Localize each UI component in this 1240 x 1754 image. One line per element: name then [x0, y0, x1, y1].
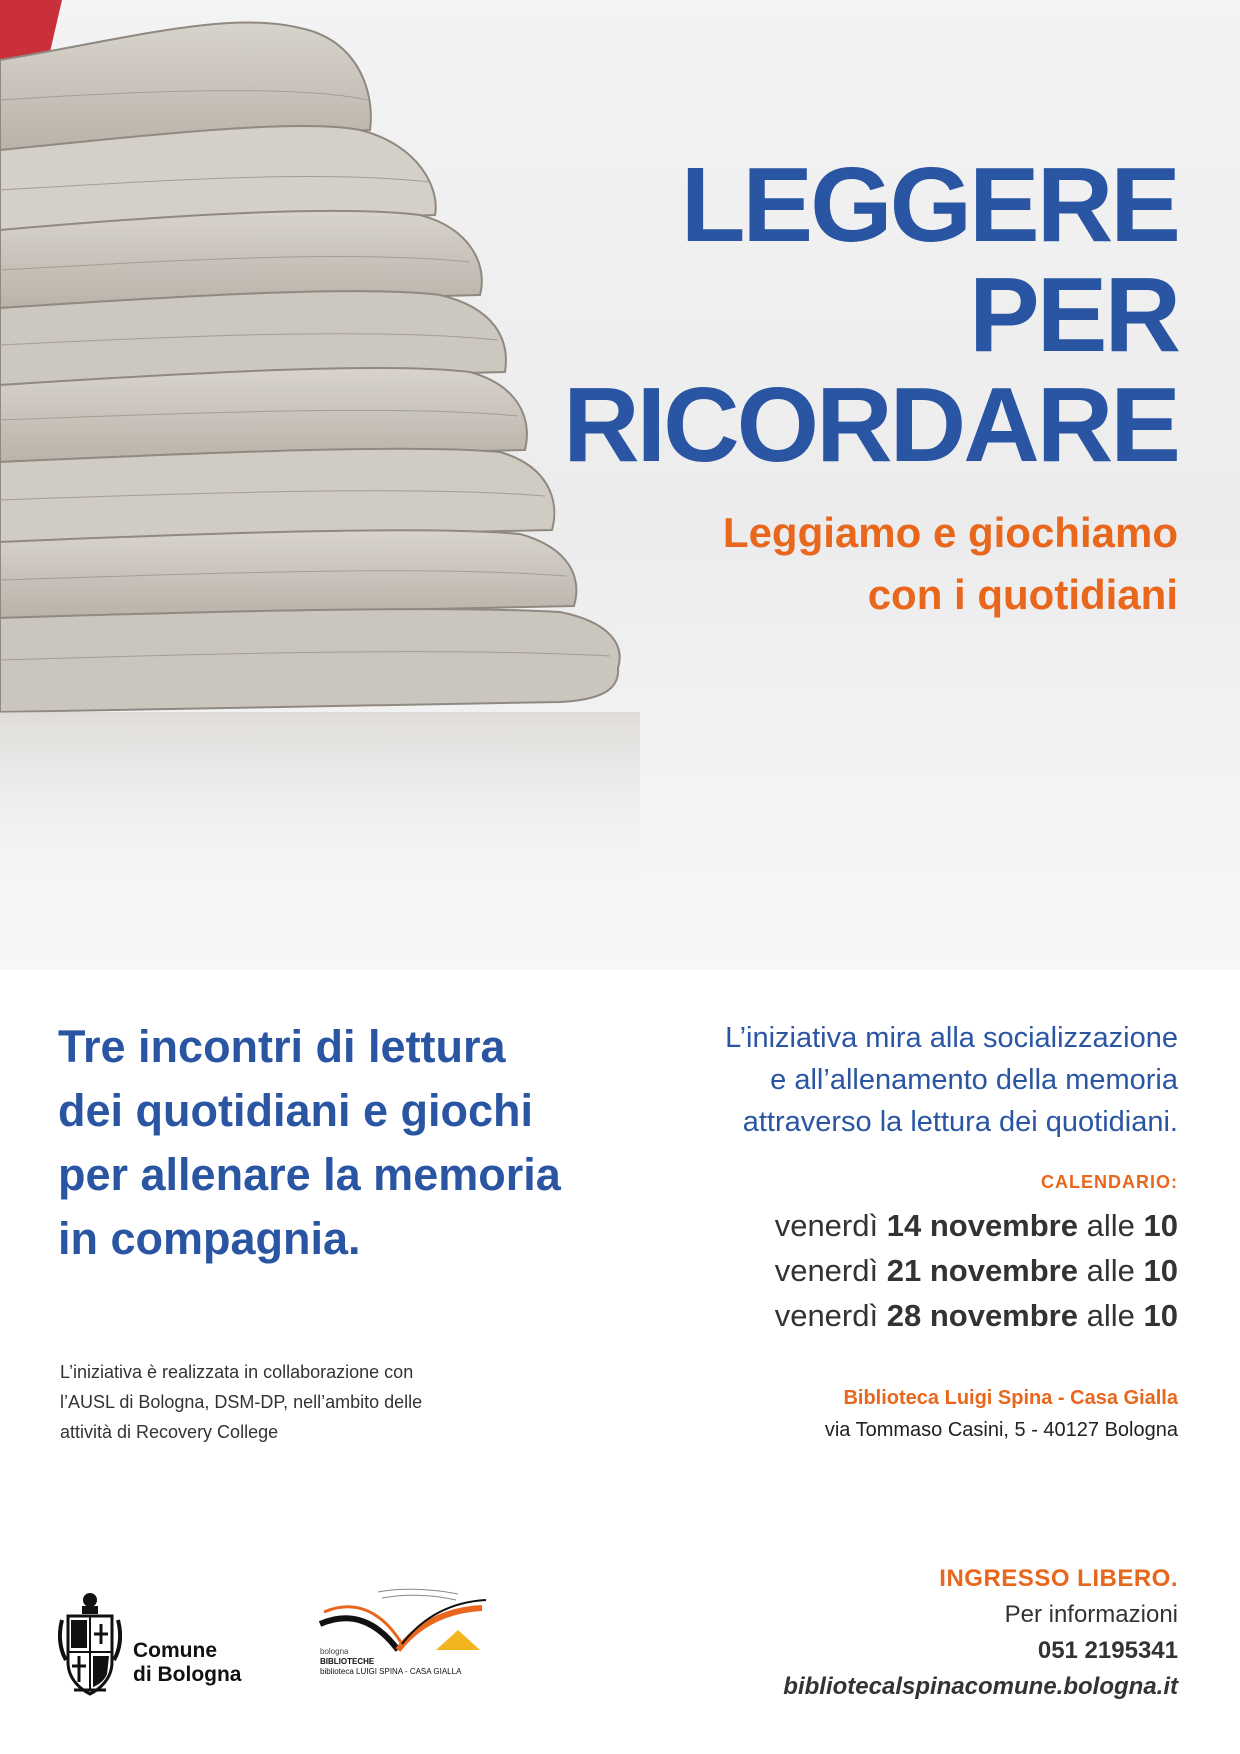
event-hour: 10 [1143, 1208, 1178, 1243]
calendar-event [775, 1293, 1178, 1338]
comune-di-bologna-logo [58, 1590, 268, 1700]
event-date: 28 novembre [886, 1298, 1078, 1333]
calendar-event [775, 1203, 1178, 1248]
lead-line-4: in compagnia. [58, 1213, 361, 1264]
info-label: Per informazioni [1004, 1601, 1178, 1628]
poster-subtitle [723, 502, 1178, 626]
note-line-3: attività di Recovery College [60, 1422, 279, 1442]
subtitle-line-2: con i quotidiani [867, 571, 1178, 618]
title-line-1: LEGGERE [680, 146, 1178, 264]
intro-line-3: attraverso la lettura dei quotidiani. [742, 1106, 1178, 1138]
intro-text [618, 1017, 1178, 1143]
comune-line-2: di Bologna [133, 1663, 242, 1686]
lead-text [58, 1015, 618, 1271]
title-line-3: RICORDARE [563, 366, 1178, 484]
note-line-2: l’AUSL di Bologna, DSM-DP, nell’ambito delle [60, 1392, 423, 1412]
free-entry-label: INGRESSO LIBERO. [939, 1565, 1178, 1592]
intro-line-1: L’iniziativa mira alla socializzazione [725, 1022, 1178, 1054]
event-day: venerdì [774, 1298, 879, 1333]
info-phone[interactable]: 051 2195341 [1037, 1637, 1178, 1664]
calendar-heading: CALENDARIO: [1041, 1172, 1178, 1192]
collaboration-note [60, 1357, 480, 1447]
biblioteca-line-3: biblioteca LUIGI SPINA - CASA GIALLA [320, 1667, 462, 1676]
calendar-event [775, 1248, 1178, 1293]
event-at: alle [1086, 1208, 1135, 1243]
intro-line-2: e all’allenamento della memoria [770, 1064, 1178, 1096]
comune-line-1: Comune [133, 1639, 217, 1662]
lead-line-2: dei quotidiani e giochi [58, 1085, 534, 1136]
event-date: 21 novembre [886, 1253, 1078, 1288]
calendar-list [775, 1203, 1178, 1338]
info-website-link[interactable]: bibliotecalspinacomune.bologna.it [783, 1673, 1178, 1700]
venue-address: via Tommaso Casini, 5 - 40127 Bologna [824, 1419, 1178, 1441]
event-hour: 10 [1143, 1298, 1178, 1333]
note-line-1: L’iniziativa è realizzata in collaborazione con [60, 1362, 414, 1382]
biblioteca-line-2: BIBLIOTECHE [320, 1657, 375, 1666]
subtitle-line-1: Leggiamo e giochiamo [722, 509, 1178, 556]
event-hour: 10 [1143, 1253, 1178, 1288]
biblioteca-line-1: bologna [320, 1647, 349, 1656]
title-line-2: PER [969, 256, 1178, 374]
event-date: 14 novembre [886, 1208, 1078, 1243]
biblioteca-logo [318, 1588, 508, 1698]
event-day: venerdì [774, 1208, 879, 1243]
venue-block [825, 1382, 1178, 1446]
bologna-crest-icon [58, 1590, 122, 1700]
poster-title [563, 146, 1178, 484]
comune-text [133, 1639, 242, 1687]
event-at: alle [1086, 1253, 1135, 1288]
event-at: alle [1086, 1298, 1135, 1333]
info-block [783, 1561, 1178, 1705]
event-day: venerdì [774, 1253, 879, 1288]
lead-line-1: Tre incontri di lettura [58, 1021, 506, 1072]
lead-line-3: per allenare la memoria [58, 1149, 561, 1200]
venue-name: Biblioteca Luigi Spina - Casa Gialla [843, 1387, 1178, 1409]
